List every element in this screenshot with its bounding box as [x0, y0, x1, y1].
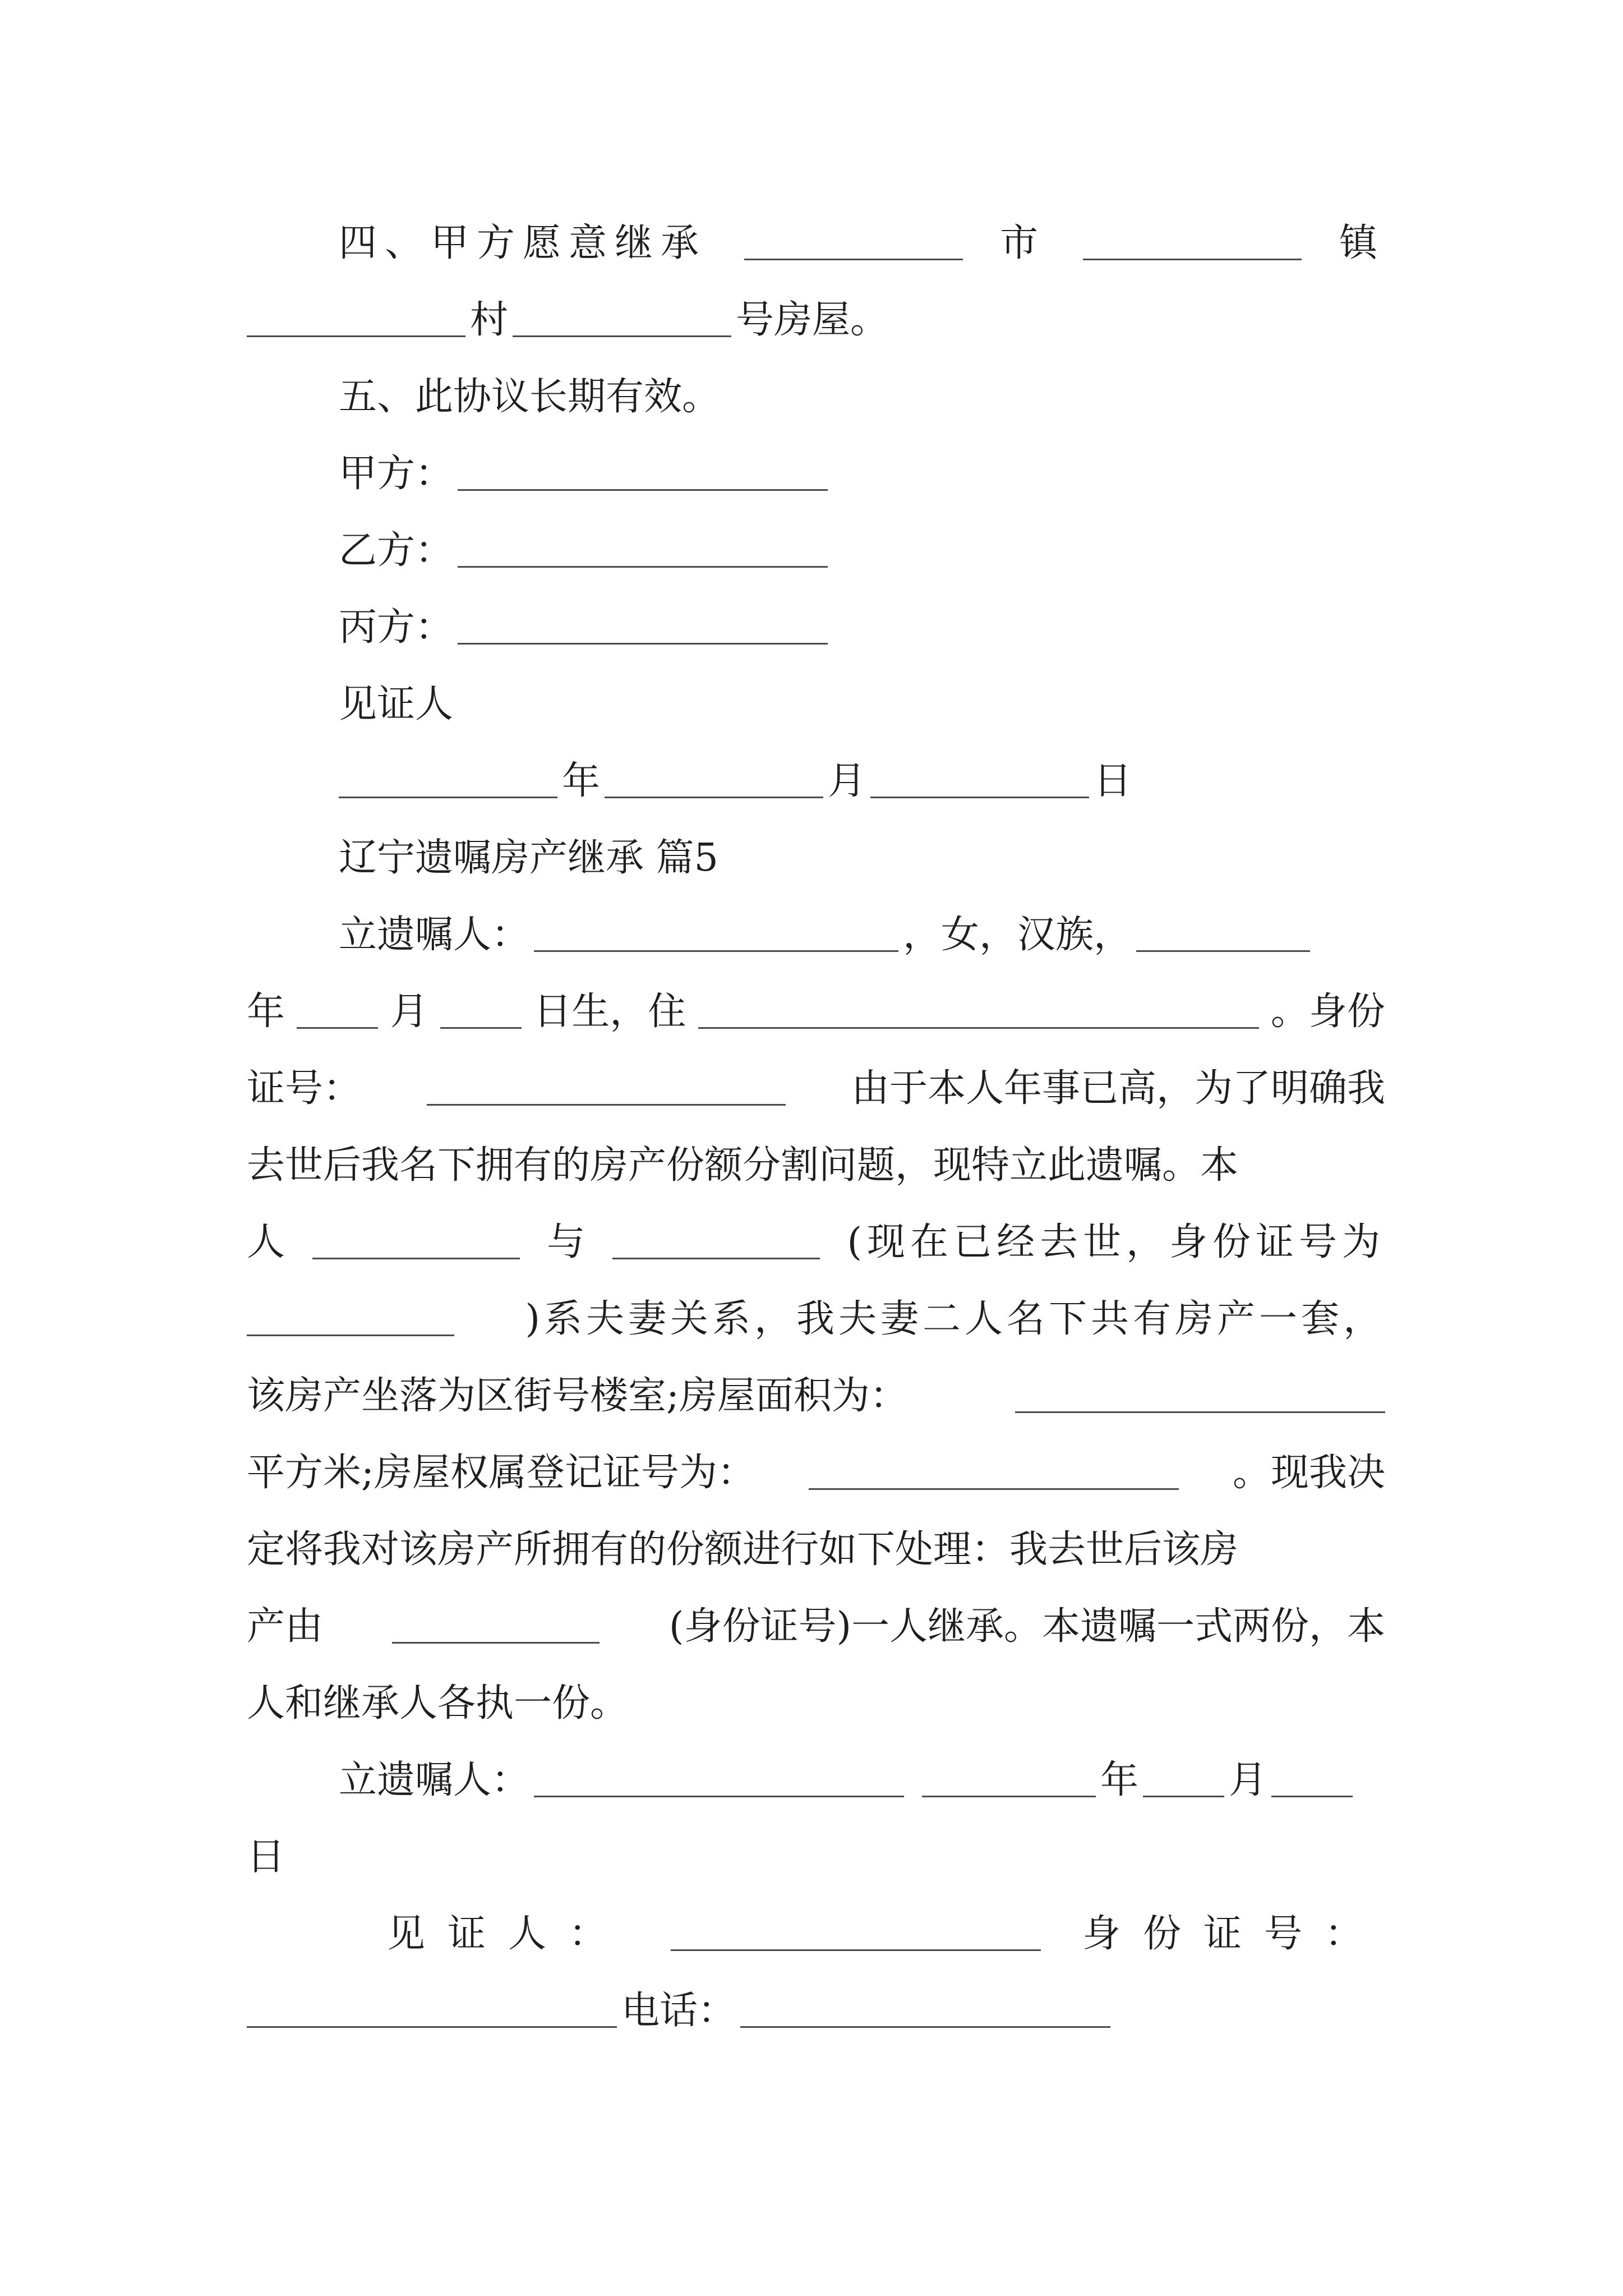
id-label-part: 。身份 — [1270, 990, 1385, 1034]
house-number-label: 号房屋。 — [736, 298, 889, 342]
testator-gender-ethnicity: ，女，汉族， — [903, 913, 1132, 957]
blank-city — [744, 258, 963, 260]
blank-village — [247, 335, 465, 337]
blank-signature — [534, 1795, 904, 1797]
copies-text: 人和继承人各执一份。 — [247, 1681, 629, 1726]
blank-address — [698, 1027, 1259, 1029]
party-b-label: 乙方： — [339, 528, 454, 573]
blank-testator-name — [534, 950, 898, 952]
blank-house-number — [513, 335, 731, 337]
blank-testator — [312, 1257, 520, 1259]
blank-year — [339, 796, 557, 798]
will-line-4 — [247, 1130, 1385, 1191]
day-label: 日 — [1094, 759, 1132, 803]
blank-sign-day — [1271, 1795, 1353, 1797]
will-line-9 — [247, 1514, 1385, 1576]
id-number-label: 证号： — [247, 1066, 362, 1111]
blank-certificate-number — [809, 1488, 1179, 1490]
property-location-text: 该房产坐落为区街号楼室;房屋面积为： — [247, 1374, 908, 1418]
blank-witness-name — [671, 1949, 1041, 1951]
section-title: 辽宁遗嘱房产继承 篇5 — [339, 836, 718, 880]
will-line-8 — [247, 1437, 1385, 1499]
testator-label: 立遗嘱人： — [339, 913, 530, 957]
clause-five-text: 五、此协议长期有效。 — [339, 375, 721, 419]
birth-day-address-label: 日生，住 — [533, 990, 686, 1034]
will-line-7 — [247, 1360, 1385, 1422]
phone-label: 电话： — [621, 1989, 736, 2033]
witness-line — [339, 669, 1385, 730]
blank-birth-day — [440, 1027, 522, 1029]
and-label: 与 — [547, 1220, 585, 1264]
witness-name-label: 见证人： — [387, 1912, 630, 1956]
will-line-3 — [247, 1053, 1385, 1115]
witness-label: 见证人 — [339, 682, 454, 726]
party-c-line — [339, 592, 1385, 654]
sign-month-label: 月 — [1229, 1758, 1267, 1802]
certificate-label: 平方米;房屋权属登记证号为： — [247, 1451, 755, 1495]
village-label: 村 — [470, 298, 509, 342]
inheritance-text: (身份证号)一人继承。本遗嘱一式两份，本 — [668, 1604, 1385, 1649]
clause-four-line-1 — [339, 208, 1385, 269]
will-purpose-text: 去世后我名下拥有的房产份额分割问题，现特立此遗嘱。本 — [247, 1143, 1239, 1188]
blank-witness-id — [247, 2026, 617, 2028]
city-label: 市 — [999, 221, 1046, 265]
blank-party-c — [458, 642, 828, 645]
clause-four-line-2 — [247, 284, 1385, 346]
clause-five — [339, 361, 1385, 423]
disposition-text: 定将我对该房产所拥有的份额进行如下处理：我去世后该房 — [247, 1527, 1239, 1572]
year-label: 年 — [562, 759, 601, 803]
blank-id-number — [427, 1103, 786, 1106]
section-heading — [339, 822, 1385, 884]
blank-town — [1083, 258, 1302, 260]
decision-text: 。现我决 — [1232, 1451, 1385, 1495]
birth-month-label: 月 — [390, 990, 428, 1034]
person-label: 人 — [247, 1220, 285, 1264]
blank-phone — [740, 2026, 1110, 2028]
blank-party-b — [458, 565, 828, 568]
marriage-relation-text: )系夫妻关系，我夫妻二人名下共有房产一套， — [525, 1297, 1385, 1341]
blank-sign-year — [922, 1795, 1096, 1797]
blank-area — [1015, 1411, 1385, 1413]
party-a-line — [339, 438, 1385, 500]
month-label: 月 — [828, 759, 866, 803]
clause-four-text: 四、甲方愿意继承 — [339, 221, 707, 265]
blank-birth-year — [1136, 950, 1310, 952]
blank-sign-month — [1143, 1795, 1224, 1797]
will-reason-text: 由于本人年事已高，为了明确我 — [851, 1066, 1385, 1111]
date-line — [339, 746, 1385, 807]
witness-info-line — [387, 1898, 1385, 1960]
signature-testator-label: 立遗嘱人： — [339, 1758, 530, 1802]
blank-heir — [392, 1641, 600, 1644]
witness-id-label: 身份证号： — [1082, 1912, 1385, 1956]
spouse-deceased-text: (现在已经去世，身份证号为 — [847, 1220, 1385, 1264]
party-a-label: 甲方： — [339, 452, 454, 496]
will-line-6 — [247, 1283, 1385, 1345]
heir-label: 产由 — [247, 1604, 324, 1649]
party-b-line — [339, 515, 1385, 577]
birth-year-label: 年 — [247, 990, 285, 1034]
party-c-label: 丙方： — [339, 605, 454, 650]
blank-birth-month — [297, 1027, 378, 1029]
sign-day-label: 日 — [247, 1835, 285, 1879]
signature-line — [339, 1745, 1385, 1806]
blank-spouse — [612, 1257, 820, 1259]
will-line-5 — [247, 1207, 1385, 1268]
blank-day — [870, 796, 1089, 798]
town-label: 镇 — [1339, 221, 1385, 265]
blank-spouse-id — [247, 1334, 454, 1336]
will-line-2 — [247, 976, 1385, 1038]
will-line-11 — [247, 1668, 1385, 1729]
will-line-10 — [247, 1591, 1385, 1653]
blank-party-a — [458, 489, 828, 491]
will-line-1 — [339, 899, 1385, 961]
sign-year-label: 年 — [1100, 1758, 1139, 1802]
sign-day-line — [247, 1821, 1385, 1883]
phone-line — [247, 1975, 1385, 2037]
blank-month — [605, 796, 823, 798]
